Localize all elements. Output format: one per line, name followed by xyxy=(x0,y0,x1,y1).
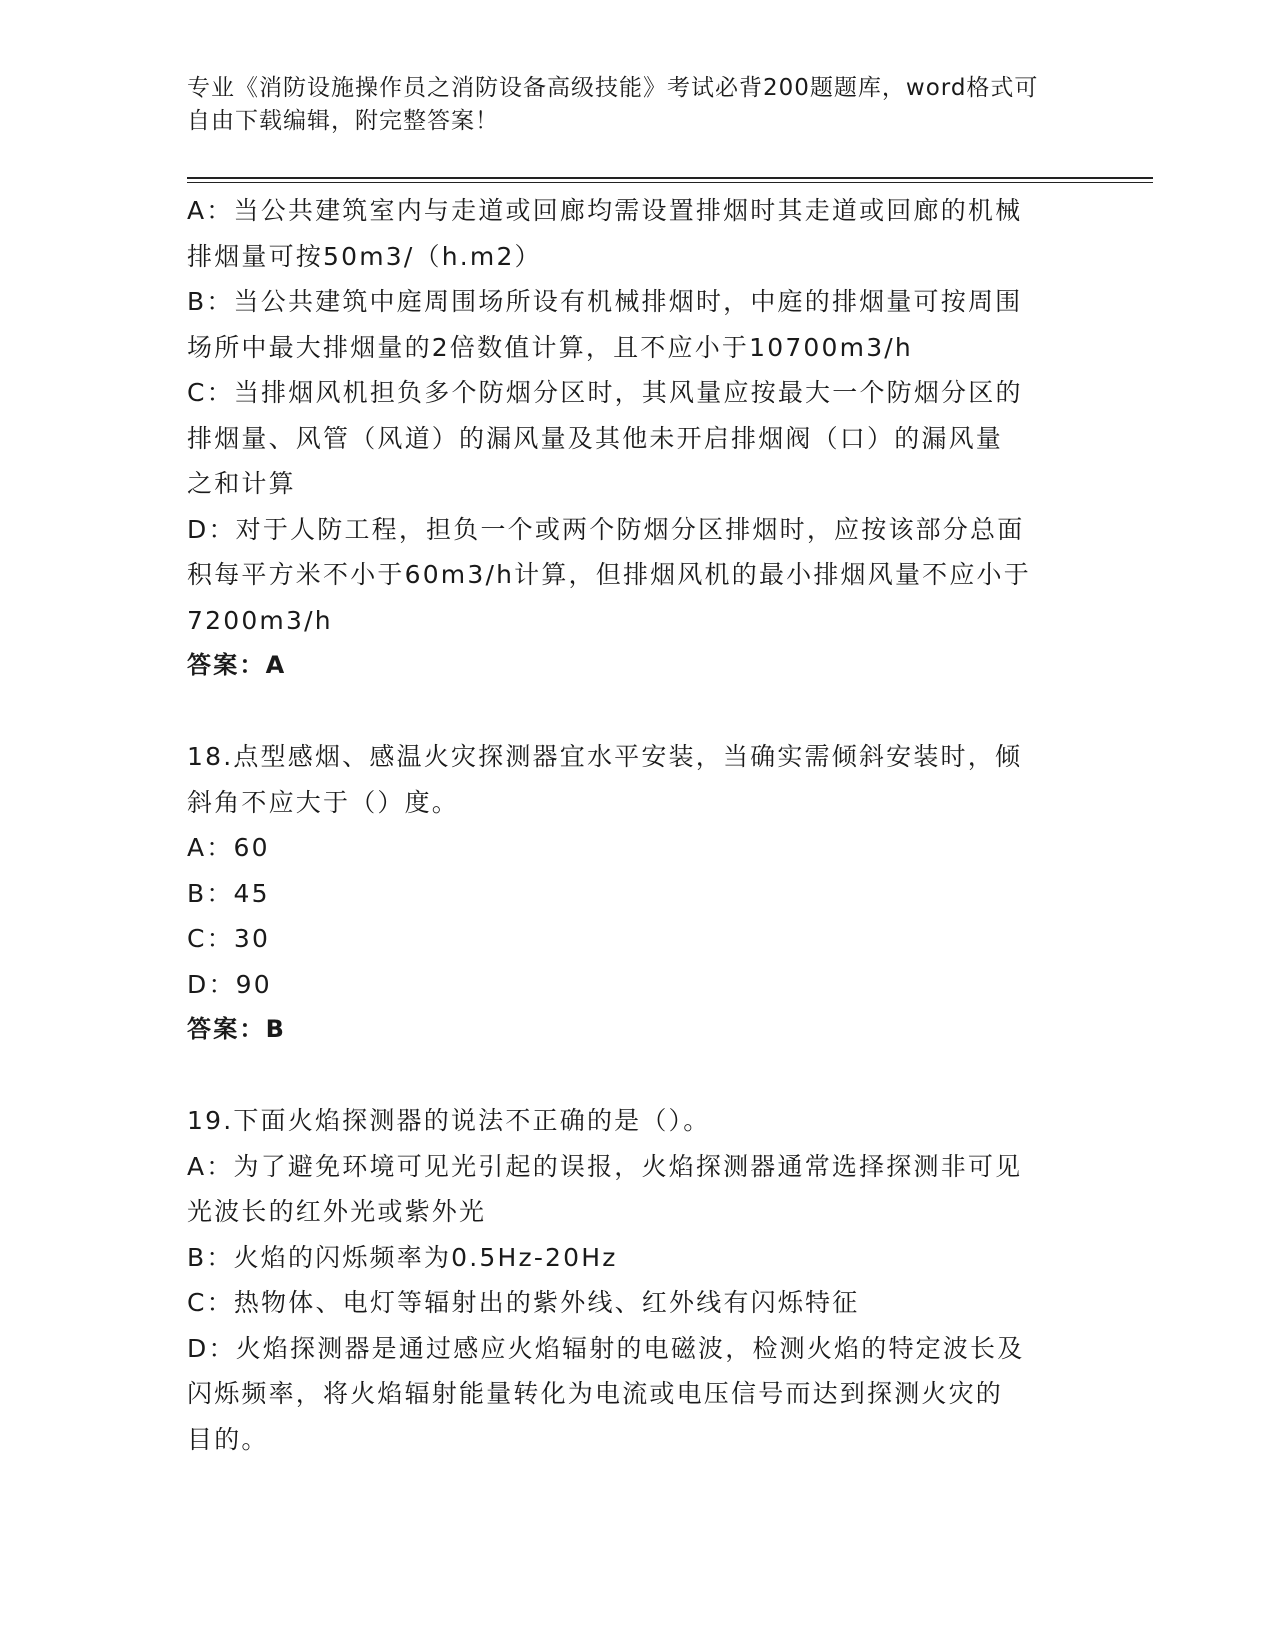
option-text-line: D：对于人防工程，担负一个或两个防烟分区排烟时，应按该部分总面 xyxy=(187,514,1025,544)
option-text-line: 积每平方米不小于60m3/h计算，但排烟风机的最小排烟风量不应小于 xyxy=(187,560,1031,589)
option-text-line: A：为了避免环境可见光引起的误报，火焰探测器通常选择探测非可见 xyxy=(187,1151,1023,1181)
option-text-line: 7200m3/h xyxy=(187,605,333,635)
q17-option-c xyxy=(187,370,1077,507)
question-19 xyxy=(187,1098,1077,1462)
option-text-line: 之和计算 xyxy=(187,469,296,498)
option-text-line: B：当公共建筑中庭周围场所设有机械排烟时，中庭的排烟量可按周围 xyxy=(187,287,1023,316)
question-18 xyxy=(187,734,1077,1053)
q19-option-b: B：火焰的闪烁频率为0.5Hz-20Hz xyxy=(187,1242,618,1272)
q17-option-a xyxy=(187,188,1077,279)
q17-answer: 答案：A xyxy=(187,651,287,679)
q17-option-b xyxy=(187,279,1077,370)
question-17 xyxy=(187,188,1077,689)
q18-option-c: C：30 xyxy=(187,924,271,953)
document-body xyxy=(187,188,1077,1462)
header-line-1: 专业《消防设施操作员之消防设备高级技能》考试必背200题题库，word格式可 xyxy=(187,75,1039,101)
header-rule-thick xyxy=(187,177,1153,179)
option-text-line: 目的。 xyxy=(187,1424,269,1454)
header-line-2: 自由下载编辑，附完整答案！ xyxy=(187,108,499,134)
option-text-line: 场所中最大排烟量的2倍数值计算，且不应小于10700m3/h xyxy=(187,332,913,362)
q18-option-b: B：45 xyxy=(187,878,270,908)
option-text-line: 闪烁频率，将火焰辐射能量转化为电流或电压信号而达到探测火灾的 xyxy=(187,1379,1004,1408)
q19-option-c: C：热物体、电灯等辐射出的紫外线、红外线有闪烁特征 xyxy=(187,1288,860,1317)
q18-question-line: 斜角不应大于（）度。 xyxy=(187,787,460,817)
option-text-line: D：火焰探测器是通过感应火焰辐射的电磁波，检测火焰的特定波长及 xyxy=(187,1333,1025,1363)
option-text-line: 排烟量、风管（风道）的漏风量及其他未开启排烟阀（口）的漏风量 xyxy=(187,423,1004,453)
q18-option-d: D：90 xyxy=(187,969,272,999)
q19-option-a xyxy=(187,1144,1077,1235)
q18-question-line: 18.点型感烟、感温火灾探测器宜水平安装，当确实需倾斜安装时，倾 xyxy=(187,742,1023,771)
option-text-line: 光波长的红外光或紫外光 xyxy=(187,1197,487,1226)
q17-option-d xyxy=(187,507,1077,644)
option-text-line: A：当公共建筑室内与走道或回廊均需设置排烟时其走道或回廊的机械 xyxy=(187,196,1023,225)
spacer xyxy=(187,689,1077,735)
option-text-line: 排烟量可按50m3/（h.m2） xyxy=(187,241,542,271)
header-rule-thin xyxy=(187,182,1153,183)
q19-option-d xyxy=(187,1326,1077,1463)
q18-option-a: A：60 xyxy=(187,833,270,862)
q18-answer: 答案：B xyxy=(187,1015,287,1043)
option-text-line: C：当排烟风机担负多个防烟分区时，其风量应按最大一个防烟分区的 xyxy=(187,378,1023,407)
q19-question-line: 19.下面火焰探测器的说法不正确的是（）。 xyxy=(187,1106,711,1135)
spacer xyxy=(187,1053,1077,1099)
document-header xyxy=(187,72,1087,138)
